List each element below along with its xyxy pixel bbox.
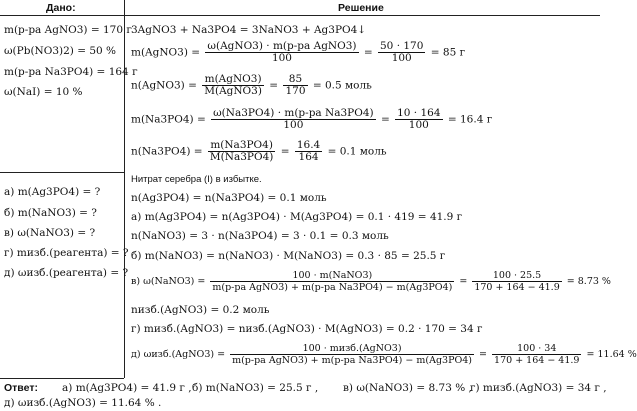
calc-moles-na3po4: n(Na3PO4) = $\frac{m(Na3PO4)}{M(Na3PO4)}$ = $\frac{16.4}{164}$ = 0.1 моль	[131, 139, 387, 163]
calc-line: б) m(NaNO3) = n(NaNO3) · M(NaNO3) = 0.3 · 85 = 25.5 г	[131, 250, 446, 262]
answer-item: г) mизб.(AgNO3) = 34 г ,	[470, 382, 607, 394]
find-item: а) m(Ag3PO4) = ?	[4, 186, 101, 198]
given-find-rule	[0, 172, 124, 173]
calc-fraction-excess: д) ωизб.(AgNO3) = 100 · mизб.(AgNO3) m(р-ра AgNO3) + m(р-ра Na3PO4) − m(Ag3PO4) = $\frac{100 \cdot 34}{170 + 164 - 41.9}$ = 11.64 %	[131, 343, 637, 366]
given-item: m(р-ра AgNO3) = 170 г	[4, 24, 132, 36]
given-header: Дано:	[46, 2, 76, 14]
header-rule	[0, 15, 600, 16]
calc-mass-agno3: m(AgNO3) = ω(AgNO3) · m(р-ра AgNO3) 100 = $\frac{50 \cdot 170}{100}$ = 85 г	[131, 40, 466, 64]
calc-line: nизб.(AgNO3) = 0.2 моль	[131, 304, 270, 316]
answer-item: б) m(NaNO3) = 25.5 г ,	[192, 382, 319, 394]
given-item: ω(NaI) = 10 %	[4, 86, 83, 98]
solution-header: Решение	[338, 2, 384, 14]
given-item: ω(Pb(NO3)2) = 50 %	[4, 45, 117, 57]
given-item: m(р-ра Na3PO4) = 164 г	[4, 66, 138, 78]
calc-line: а) m(Ag3PO4) = n(Ag3PO4) · M(Ag3PO4) = 0.1 · 419 = 41.9 г	[131, 211, 463, 223]
answer-item: д) ωизб.(AgNO3) = 11.64 % .	[4, 397, 162, 409]
calc-moles-agno3: n(AgNO3) = m(AgNO3) M(AgNO3) = $\frac{85}{170}$ = 0.5 моль	[131, 73, 372, 97]
find-item: б) m(NaNO3) = ?	[4, 207, 97, 219]
calc-line: г) mизб.(AgNO3) = nизб.(AgNO3) · M(AgNO3) = 0.2 · 170 = 34 г	[131, 323, 483, 335]
calc-line: n(Ag3PO4) = n(Na3PO4) = 0.1 моль	[131, 192, 327, 204]
find-item: в) ω(NaNO3) = ?	[4, 227, 96, 239]
column-divider	[124, 0, 125, 378]
answer-rule	[0, 378, 124, 379]
answer-item: в) ω(NaNO3) = 8.73 % ,	[343, 382, 472, 394]
calc-line: n(NaNO3) = 3 · n(Na3PO4) = 3 · 0.1 = 0.3 моль	[131, 230, 389, 242]
excess-note: Нитрат серебра (I) в избытке.	[131, 174, 262, 185]
find-item: д) ωизб.(реагента) = ?	[4, 267, 129, 279]
calc-fraction-nano3: в) ω(NaNO3) = 100 · m(NaNO3) m(р-ра AgNO3) + m(р-ра Na3PO4) − m(Ag3PO4) = $\frac{100 \cdot 25.5}{170 + 164 - 41.9}$ = 8.73 %	[131, 270, 611, 293]
reaction-equation: 3AgNO3 + Na3PO4 = 3NaNO3 + Ag3PO4↓	[131, 24, 367, 36]
answer-item: а) m(Ag3PO4) = 41.9 г ,	[62, 382, 192, 394]
answer-label: Ответ:	[4, 382, 38, 394]
calc-mass-na3po4: m(Na3PO4) = ω(Na3PO4) · m(р-ра Na3PO4) 100 = $\frac{10 \cdot 164}{100}$ = 16.4 г	[131, 107, 493, 131]
find-item: г) mизб.(реагента) = ?	[4, 247, 129, 259]
